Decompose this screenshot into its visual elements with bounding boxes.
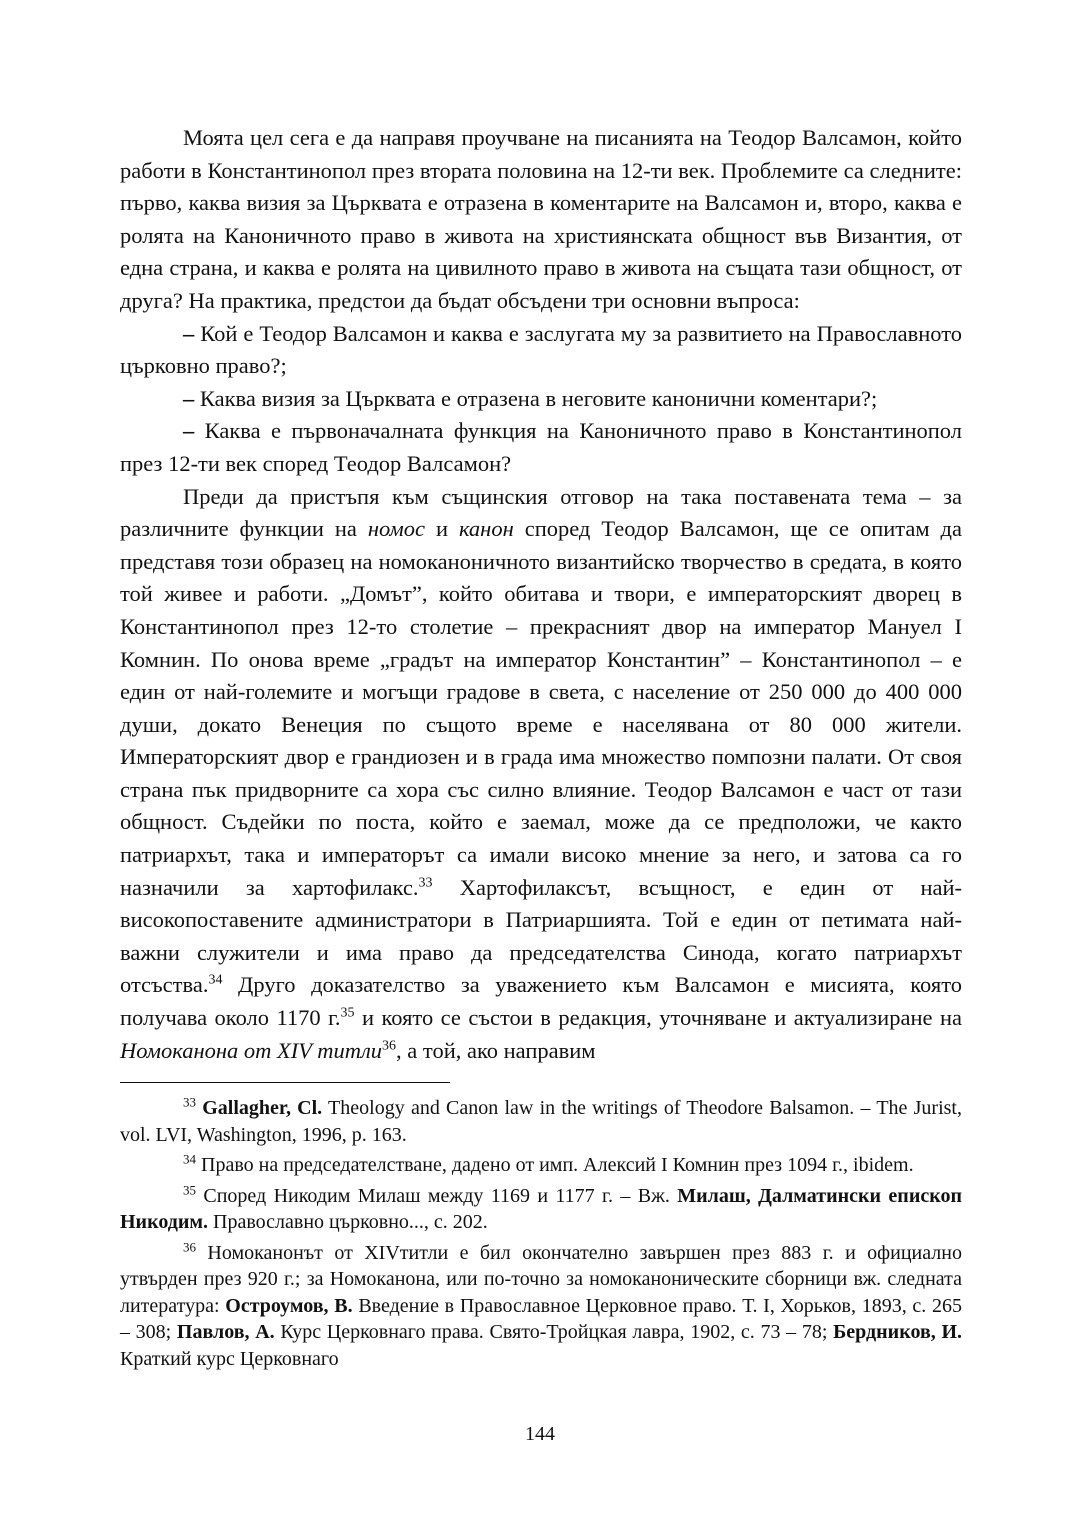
footnote-ref: 33 <box>418 875 433 891</box>
bold-author: Павлов, А. <box>176 1321 275 1343</box>
list-marker: – <box>183 418 195 444</box>
page-number: 144 <box>525 1423 555 1445</box>
text-run: според Теодор Валсамон, ще се опитам да представя този образец на номоканоничното византийско творчество в средата, в която той живее и работи. „Домът”, който обитава и твори, е императорският дворец в Константинопол през 12-то столетие – прекрасният двор на император Мануел I Комнин. По онова време „градът на император Константин” – Константинопол – е един от най-големите и могъщи градове в света, с население от 250 000 до 400 000 души, докато Венеция по същото време е населявана от 80 000 жители. Императорският двор е грандиозен и в града има множество помпозни палати. От своя страна пък придворните са хора със силно влияние. Теодор Валсамон е част от тази общност. Съдейки по поста, който е заемал, може да се предположи, че както патриархът, така и императорът са имали високо мнение за него, и затова са го назначили за хартофилакс. <box>120 516 962 900</box>
italic-term: номос <box>367 516 426 542</box>
bold-author: Бердников, И. <box>833 1321 963 1343</box>
text-run: Theology and Canon law in the writings of Theodore Balsamon. – The Jurist, vol. LVI, Washington, 1996, p. 163. <box>120 1097 962 1146</box>
text-run: Введение в Православное Церковное право. Т. I, Хорьков, 1893, с. 265 – 308; <box>120 1294 963 1343</box>
paragraph <box>120 481 962 1068</box>
text-run: Краткий курс Церковнаго <box>120 1347 339 1370</box>
list-item <box>120 383 962 416</box>
list-item <box>120 415 962 480</box>
footnote-separator <box>120 1082 450 1083</box>
footnotes <box>120 1095 962 1376</box>
text-run: Православно църковно..., с. 202. <box>208 1211 488 1233</box>
text-run: Моята цел сега е да направя проучване на писанията на Теодор Валсамон, който работи в Константинопол през втората половина на 12-ти век. Проблемите са следните: първо, каква визия за Църквата е отразена в коментарите на Валсамон и, второ, каква е ролята на Каноничното право в живота на християнската общност във Византия, от една страна, и каква е ролята на цивилното право в живота на същата тази общност, от друга? На практика, предстои да бъдат обсъдени три основни въпроса: <box>120 125 962 313</box>
footnote-number: 34 <box>183 1151 196 1167</box>
text-run: Преди да пристъпя към същинския отговор на така поставената тема – за различните функции на <box>120 483 962 542</box>
text-run: и <box>425 516 459 542</box>
paragraph <box>120 122 962 318</box>
text-run: и която се състои в редакция, уточняване и актуализиране на <box>354 1005 962 1031</box>
text-run: Хартофилаксът, всъщност, е един от най-високопоставените администратори в Патриаршията. Той е един от петимата най-важни служители и има право да председателства Синода, когато патриархът отсъства. <box>120 874 962 998</box>
footnote <box>120 1152 962 1179</box>
footnote-number: 33 <box>183 1094 196 1110</box>
footnote-ref: 34 <box>208 972 223 988</box>
footnote-number: 35 <box>183 1181 196 1197</box>
text-run: Курс Церковнаго права. Свято-Тройцкая лавра, 1902, с. 73 – 78; <box>274 1321 834 1343</box>
body-text <box>120 122 962 1067</box>
footnote <box>120 1095 962 1148</box>
footnote-ref: 35 <box>340 1005 355 1021</box>
footnote-ref: 36 <box>382 1038 397 1054</box>
footnote-number: 36 <box>183 1238 196 1254</box>
text-run: Според Никодим Милаш между 1169 и 1177 г. – Вж. <box>196 1184 678 1207</box>
text-run: Кой е Теодор Валсамон и каква е заслугата му за развитието на Православното църковно право?; <box>120 320 963 379</box>
list-item <box>120 318 962 383</box>
bold-author: Милаш, Далматински епископ Никодим. <box>120 1184 963 1233</box>
text-run: Каква е първоначалната функция на Каноничното право в Константинопол през 12-ти век според Теодор Валсамон? <box>120 418 962 476</box>
italic-term: Номоканона от XIV титли <box>120 1037 383 1063</box>
footnote <box>120 1240 962 1373</box>
text-run: , а той, ако направим <box>396 1037 596 1063</box>
text-run: Друго доказателство за уважението към Валсамон е мисията, която получава около 1170 г. <box>120 972 962 1031</box>
list-marker: – <box>183 385 195 411</box>
bold-author: Gallagher, Cl. <box>202 1097 323 1119</box>
text-run: Право на председателстване, дадено от имп. Алексий I Комнин през 1094 г., ibidem. <box>196 1154 914 1176</box>
list-marker: – <box>183 320 195 346</box>
footnote <box>120 1183 962 1236</box>
italic-term: канон <box>458 516 514 542</box>
text-run: Номоканонът от XIVтитли е бил окончателно завършен през 883 г. и официално утвърден през 920 г.; за Номоканона, или по-точно за номоканоническите сборници вж. следната литература: <box>120 1241 962 1317</box>
text-run: Каква визия за Църквата е отразена в неговите канонични коментари?; <box>199 385 878 411</box>
bold-author: Остроумов, В. <box>225 1294 353 1317</box>
